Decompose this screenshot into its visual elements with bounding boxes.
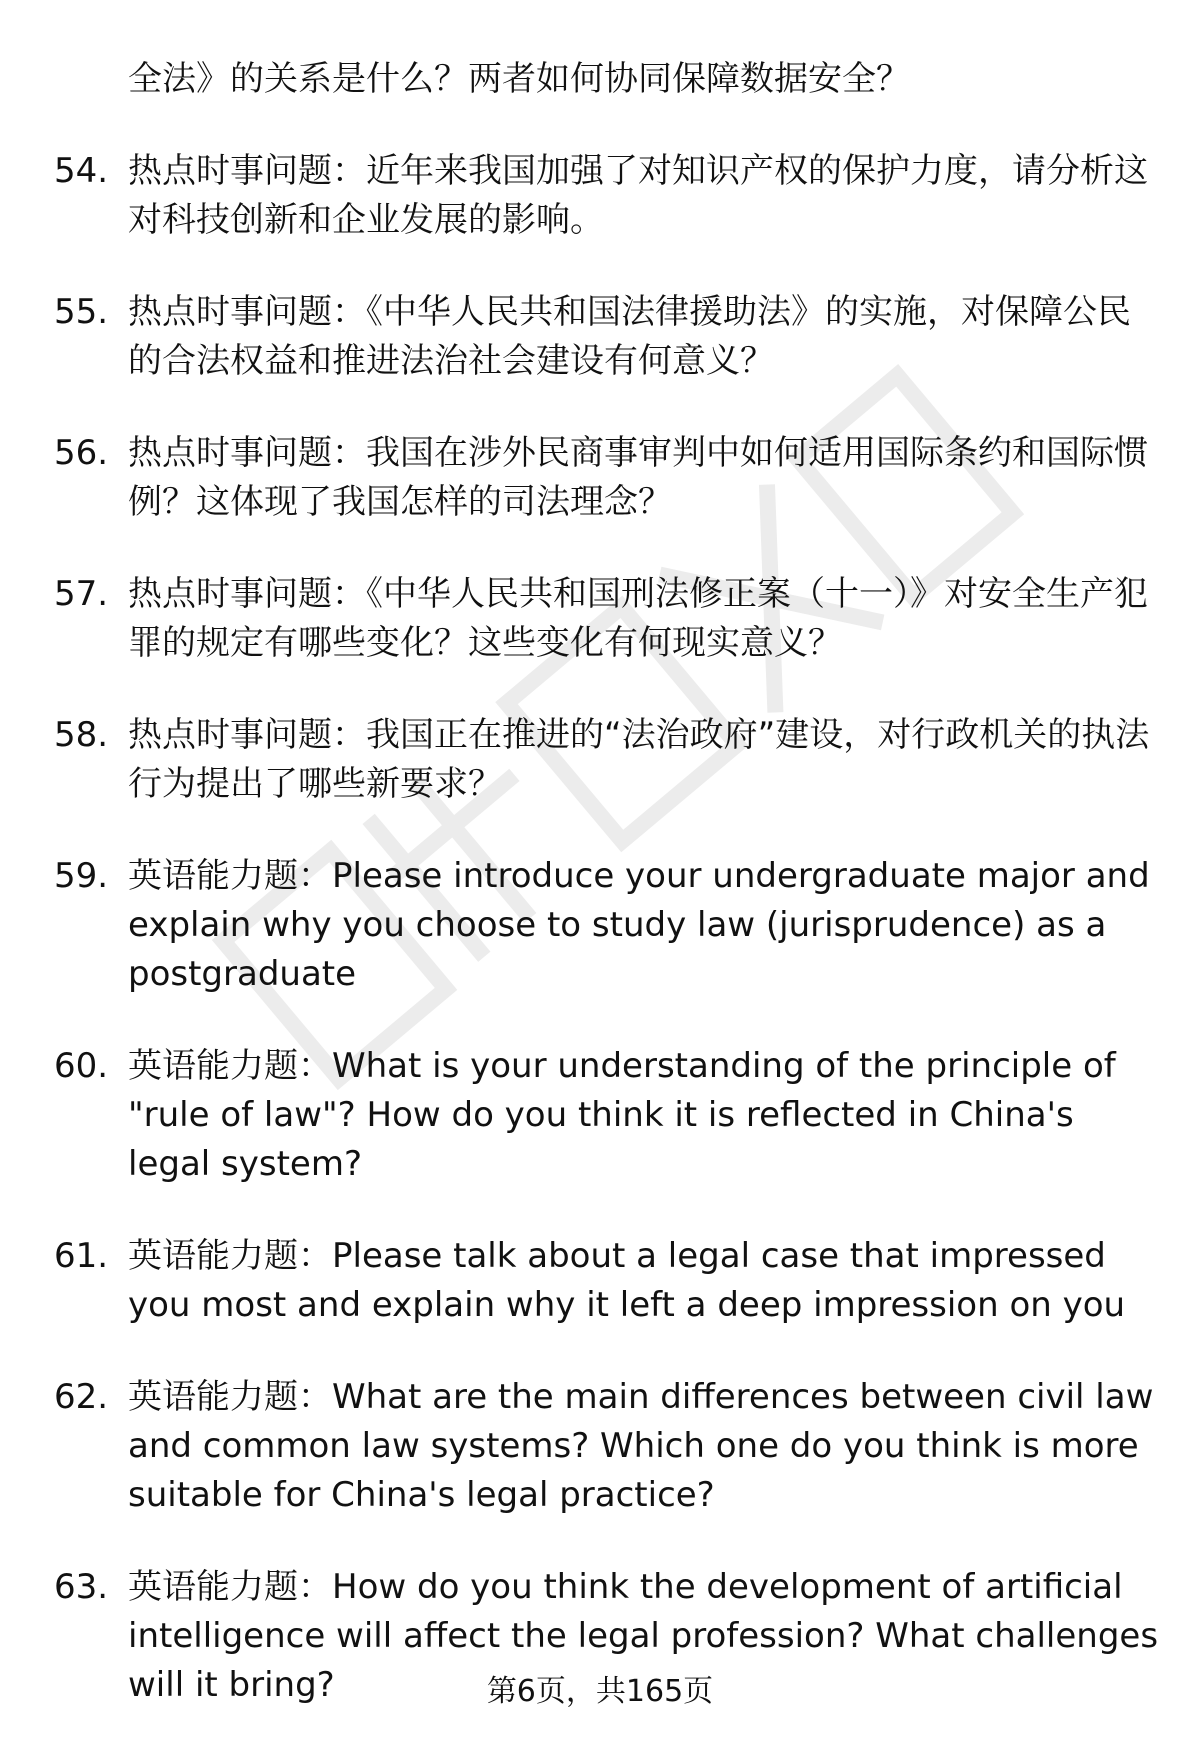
question-number: 61. [54,1236,109,1276]
question-item [54,429,1164,527]
continuation-text: 全法》的关系是什么？两者如何协同保障数据安全？ [128,59,910,99]
question-number: 57. [54,574,109,614]
question-item [54,1042,1164,1189]
question-item [54,570,1164,668]
question-text: 热点时事问题：《中华人民共和国刑法修正案（十一）》对安全生产犯罪的规定有哪些变化？这些变化有何现实意义？ [128,574,1148,663]
question-item [54,711,1164,809]
question-number: 58. [54,715,109,755]
question-text: 热点时事问题：近年来我国加强了对知识产权的保护力度，请分析这对科技创新和企业发展的影响。 [128,151,1148,240]
question-number: 54. [54,151,109,191]
question-number: 62. [54,1377,109,1417]
question-text: 英语能力题：How do you think the development of artificial intelligence will affect the legal profession? What challenges will it bring? [128,1567,1159,1705]
question-text: 英语能力题：What are the main differences between civil law and common law systems? Which one do you think is more suitable for China's legal practice? [128,1377,1154,1515]
question-list [54,55,1164,1753]
question-item [54,1373,1164,1520]
question-number: 60. [54,1046,109,1086]
question-number: 59. [54,856,109,896]
question-number: 56. [54,433,109,473]
question-text: 热点时事问题：我国在涉外民商事审判中如何适用国际条约和国际惯例？这体现了我国怎样的司法理念？ [128,433,1148,522]
question-item [54,1232,1164,1330]
question-text: 英语能力题：Please talk about a legal case that impressed you most and explain why it left a deep impression on you [128,1236,1126,1325]
question-item [54,852,1164,999]
question-text: 热点时事问题：我国正在推进的“法治政府”建设，对行政机关的执法行为提出了哪些新要求？ [128,715,1150,804]
question-text: 热点时事问题：《中华人民共和国法律援助法》的实施，对保障公民的合法权益和推进法治社会建设有何意义？ [128,292,1131,381]
question-item [54,147,1164,245]
page-number: 第6页，共165页 [486,1674,714,1709]
question-text: 英语能力题：What is your understanding of the principle of "rule of law"? How do you think it is reflected in China's legal system? [128,1046,1116,1184]
question-text: 英语能力题：Please introduce your undergraduate major and explain why you choose to study law (jurisprudence) as a postgraduate [128,856,1150,994]
question-item [54,288,1164,386]
question-number: 55. [54,292,109,332]
question-number: 63. [54,1567,109,1607]
